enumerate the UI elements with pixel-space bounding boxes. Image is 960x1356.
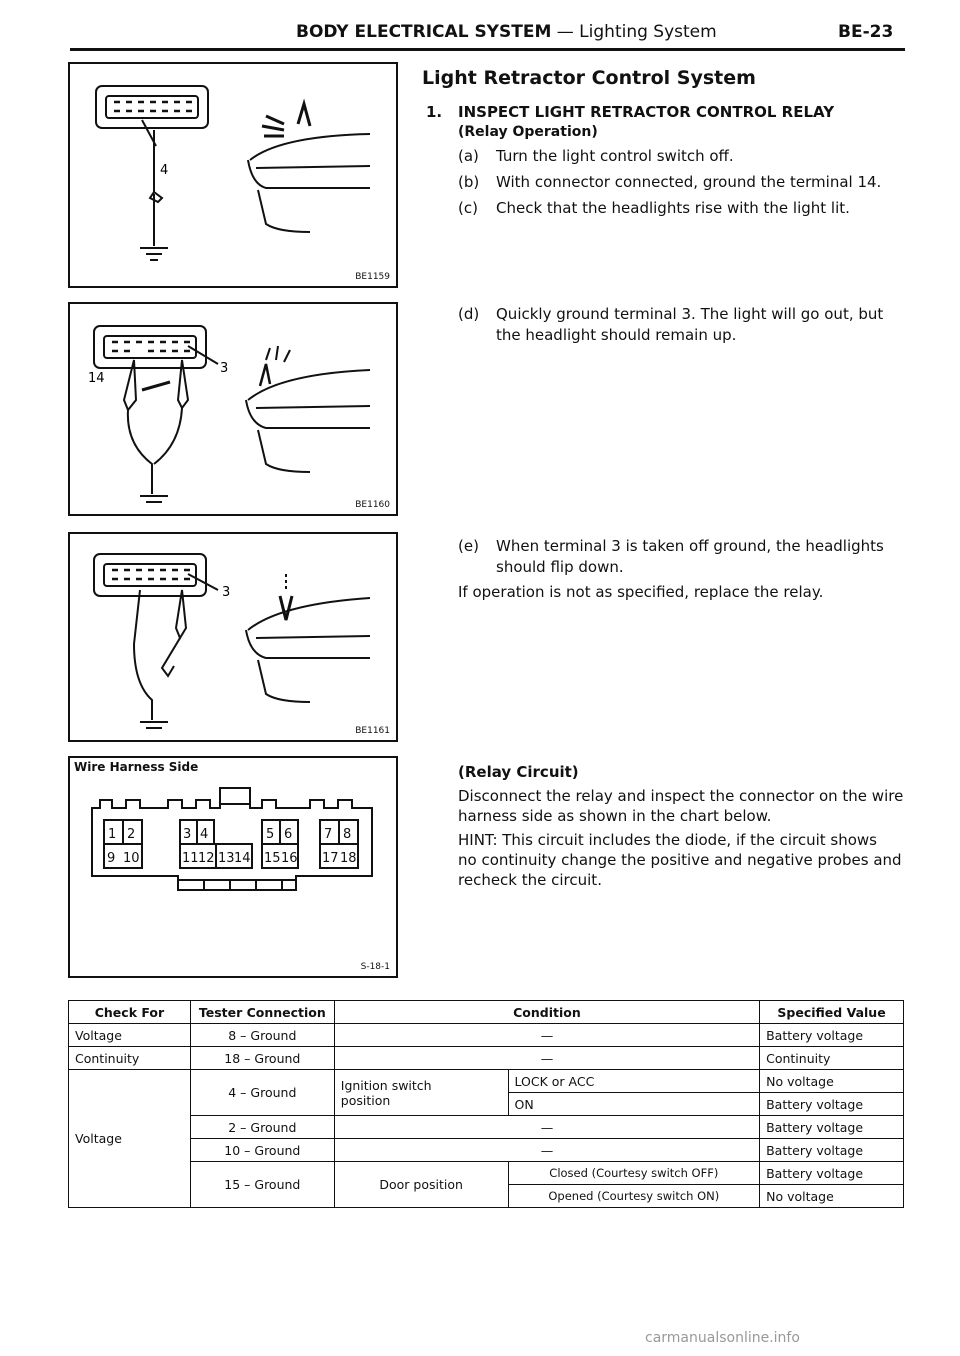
header-rule: [70, 48, 905, 51]
table-row: [69, 1047, 904, 1070]
cell-check: Continuity: [69, 1047, 191, 1070]
pin-6: 6: [284, 827, 293, 842]
cell-connection: 15 – Ground: [190, 1162, 334, 1208]
hint-line-2: no continuity change the positive and negative probes and: [458, 851, 902, 869]
watermark: carmanualsonline.info: [645, 1330, 800, 1346]
relay-circuit-line-2: harness side as shown in the chart below.: [458, 807, 772, 825]
step-e-text-1: When terminal 3 is taken off ground, the headlights: [496, 537, 884, 555]
pin-8: 8: [343, 827, 352, 842]
figure-3-label-3: 3: [222, 585, 231, 600]
pin-11: 11: [182, 851, 199, 866]
cell-condition: —: [334, 1047, 759, 1070]
hint-line-3: recheck the circuit.: [458, 871, 602, 889]
pin-17: 17: [322, 851, 339, 866]
cond-ignition-line-1: Ignition switch: [340, 1077, 432, 1093]
pin-2: 2: [127, 827, 136, 842]
pin-15: 15: [264, 851, 281, 866]
header-check-for: Check For: [69, 1001, 191, 1024]
cell-value: Battery voltage: [760, 1162, 904, 1185]
relay-circuit-heading: (Relay Circuit): [458, 763, 579, 781]
step-a-label: (a): [458, 147, 479, 165]
replace-note: If operation is not as specified, replace the relay.: [458, 583, 824, 601]
cell-condition: —: [334, 1139, 759, 1162]
cell-condition-door: Door position: [334, 1162, 508, 1208]
figure-2-label-14: 14: [88, 371, 105, 386]
cell-check: Voltage: [69, 1024, 191, 1047]
cell-value: No voltage: [760, 1070, 904, 1093]
specification-table: [68, 1000, 904, 1208]
figure-4-drawing: [70, 758, 396, 976]
pin-9: 9: [107, 851, 116, 866]
step-1-subheading: (Relay Operation): [458, 124, 598, 140]
cell-value: Battery voltage: [760, 1116, 904, 1139]
pin-4: 4: [200, 827, 209, 842]
pin-14: 14: [234, 851, 251, 866]
relay-circuit-line-1: Disconnect the relay and inspect the connector on the wire: [458, 787, 904, 805]
pin-12: 12: [198, 851, 215, 866]
cell-condition: —: [334, 1116, 759, 1139]
figure-1-id: BE1159: [355, 272, 390, 282]
cell-value: Battery voltage: [760, 1093, 904, 1116]
figure-wire-harness-connector: [68, 756, 398, 978]
figure-3-drawing: [70, 534, 396, 740]
pin-3: 3: [183, 827, 192, 842]
cond-ignition-line-2: position: [340, 1092, 391, 1108]
cell-subcondition: Opened (Courtesy switch ON): [508, 1185, 760, 1208]
figure-2-id: BE1160: [355, 500, 390, 510]
cell-subcondition: ON: [508, 1093, 760, 1116]
figure-2-label-3: 3: [220, 361, 229, 376]
figure-ground-terminal-14: [68, 62, 398, 288]
cell-connection: 8 – Ground: [190, 1024, 334, 1047]
header-condition: Condition: [334, 1001, 759, 1024]
step-a-text: Turn the light control switch off.: [496, 147, 734, 165]
step-b-text: With connector connected, ground the terminal 14.: [496, 173, 882, 191]
table-row: [69, 1139, 904, 1162]
figure-ground-terminal-3: [68, 302, 398, 516]
pin-1: 1: [108, 827, 117, 842]
pin-10: 10: [123, 851, 140, 866]
header-tester-connection: Tester Connection: [190, 1001, 334, 1024]
pin-5: 5: [266, 827, 275, 842]
step-1-heading: INSPECT LIGHT RETRACTOR CONTROL RELAY: [458, 103, 835, 121]
step-b-label: (b): [458, 173, 480, 191]
step-c-text: Check that the headlights rise with the light lit.: [496, 199, 850, 217]
figure-1-drawing: [70, 64, 396, 286]
cell-connection: 4 – Ground: [190, 1070, 334, 1116]
pin-18: 18: [340, 851, 357, 866]
cell-condition: —: [334, 1024, 759, 1047]
table-row: [69, 1070, 904, 1093]
cell-value: Continuity: [760, 1047, 904, 1070]
figure-4-title: Wire Harness Side: [74, 760, 199, 774]
cell-value: Battery voltage: [760, 1024, 904, 1047]
cell-subcondition: Closed (Courtesy switch OFF): [508, 1162, 760, 1185]
cell-subcondition: LOCK or ACC: [508, 1070, 760, 1093]
cell-value: No voltage: [760, 1185, 904, 1208]
step-e-text-2: should flip down.: [496, 558, 624, 576]
table-row: [69, 1024, 904, 1047]
figure-3-id: BE1161: [355, 726, 390, 736]
pin-7: 7: [324, 827, 333, 842]
step-e-label: (e): [458, 537, 479, 555]
cell-condition-ignition: [334, 1070, 508, 1116]
header-title-bold: BODY ELECTRICAL SYSTEM: [296, 22, 552, 42]
table-row: [69, 1116, 904, 1139]
pin-13: 13: [218, 851, 235, 866]
header-specified-value: Specified Value: [760, 1001, 904, 1024]
cell-check-voltage-group: Voltage: [69, 1070, 191, 1208]
figure-2-drawing: [70, 304, 396, 514]
step-1-number: 1.: [426, 103, 443, 121]
figure-1-label-4: 4: [160, 163, 169, 178]
cell-connection: 18 – Ground: [190, 1047, 334, 1070]
section-title: Light Retractor Control System: [422, 67, 756, 89]
page-header-title: [296, 22, 717, 42]
figure-4-id: S-18-1: [360, 962, 390, 972]
step-d-label: (d): [458, 305, 480, 323]
cell-value: Battery voltage: [760, 1139, 904, 1162]
table-row: [69, 1162, 904, 1185]
table-header-row: [69, 1001, 904, 1024]
header-title-rest: — Lighting System: [551, 22, 717, 42]
step-c-label: (c): [458, 199, 478, 217]
pin-16: 16: [281, 851, 298, 866]
cell-connection: 2 – Ground: [190, 1116, 334, 1139]
step-d-text-1: Quickly ground terminal 3. The light will go out, but: [496, 305, 884, 323]
step-d-text-2: the headlight should remain up.: [496, 326, 737, 344]
page-number: BE-23: [838, 22, 894, 42]
cell-connection: 10 – Ground: [190, 1139, 334, 1162]
hint-line-1: HINT: This circuit includes the diode, if the circuit shows: [458, 831, 877, 849]
figure-release-terminal-3: [68, 532, 398, 742]
